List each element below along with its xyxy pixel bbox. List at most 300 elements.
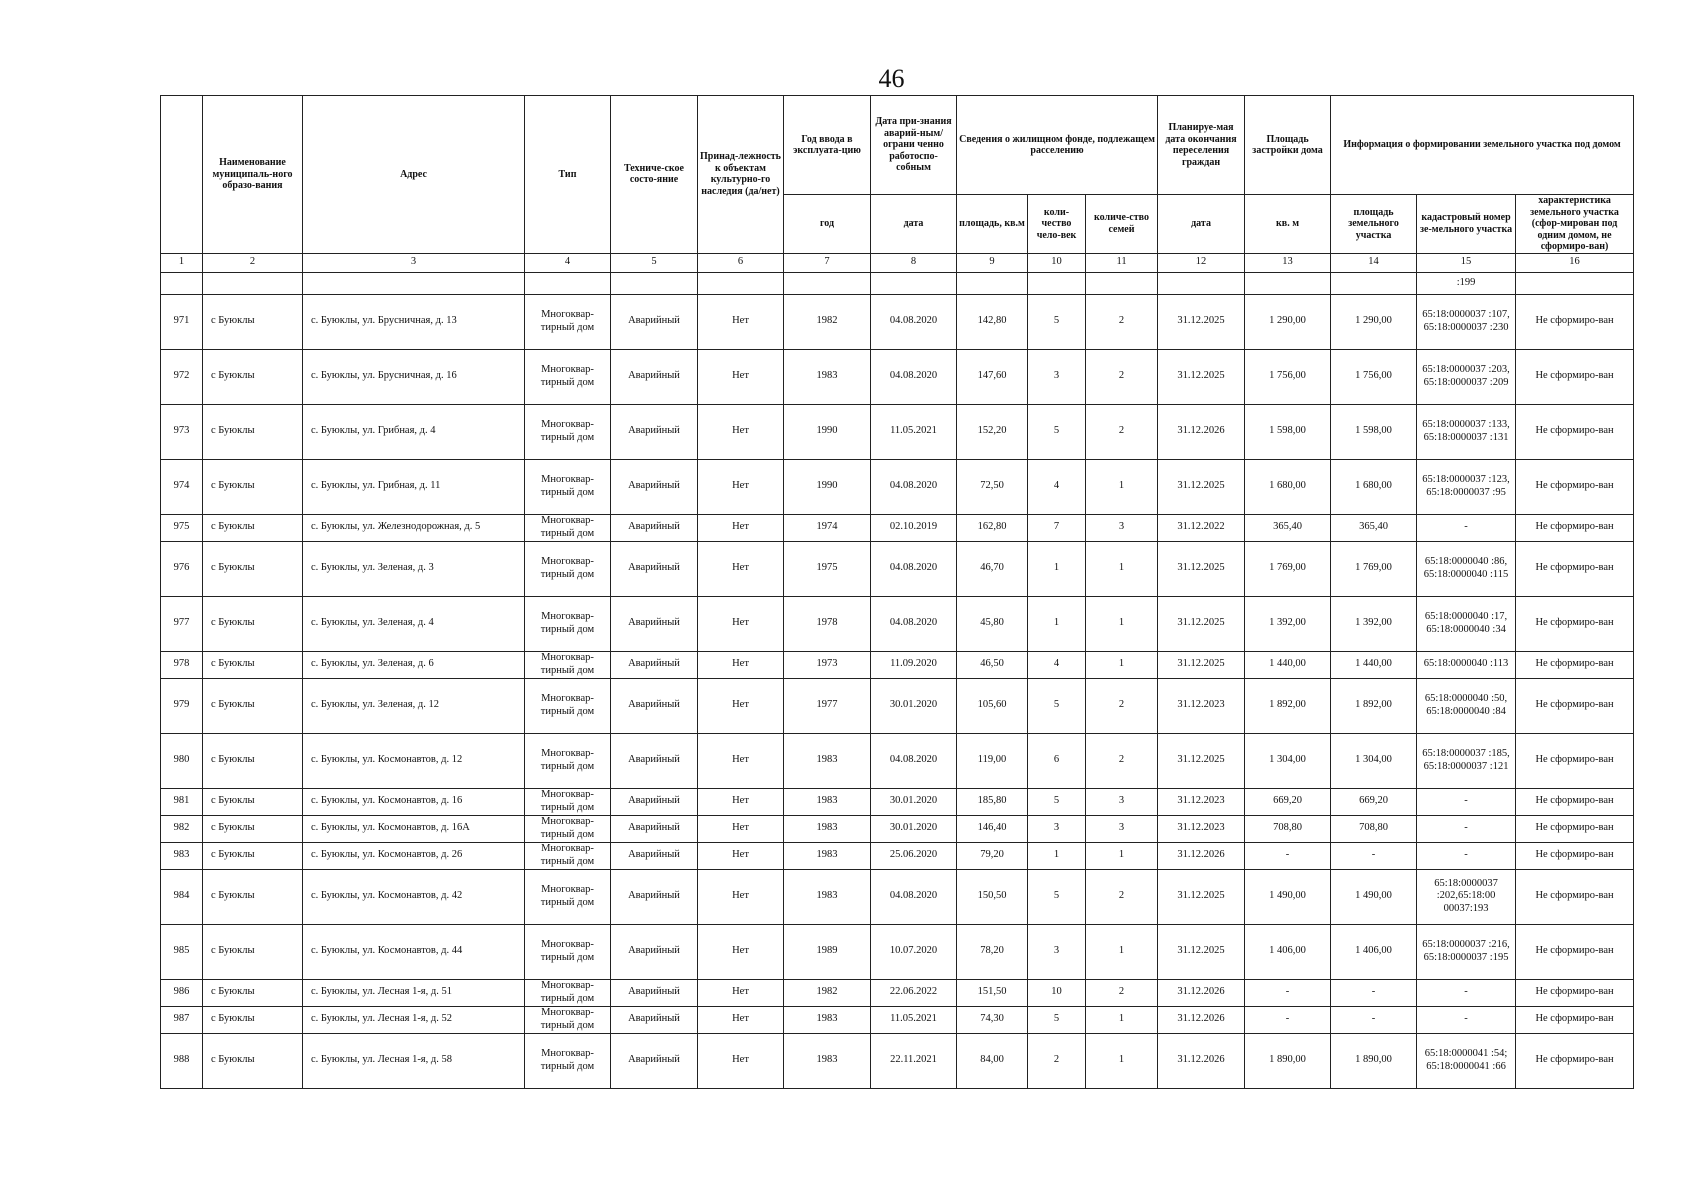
tech-state: Аварийный bbox=[611, 651, 698, 678]
heritage-flag: Нет bbox=[698, 651, 784, 678]
land-characteristic: Не сформиро-ван bbox=[1516, 514, 1634, 541]
header-sub-families: количе-ство семей bbox=[1086, 195, 1158, 254]
municipality: с Буюклы bbox=[203, 541, 303, 596]
heritage-flag: Нет bbox=[698, 788, 784, 815]
column-number: 16 bbox=[1516, 253, 1634, 272]
tech-state: Аварийный bbox=[611, 1033, 698, 1088]
address: с. Буюклы, ул. Космонавтов, д. 16А bbox=[303, 815, 525, 842]
cadastral-number: 65:18:0000037 :202,65:18:00 00037:193 bbox=[1417, 869, 1516, 924]
land-area: 708,80 bbox=[1331, 815, 1417, 842]
row-number: 975 bbox=[161, 514, 203, 541]
cadastral-number: 65:18:0000037 :133, 65:18:0000037 :131 bbox=[1417, 404, 1516, 459]
planned-date: 31.12.2023 bbox=[1158, 678, 1245, 733]
planned-date: 31.12.2026 bbox=[1158, 842, 1245, 869]
municipality: с Буюклы bbox=[203, 788, 303, 815]
family-count: 1 bbox=[1086, 459, 1158, 514]
header-address: Адрес bbox=[303, 96, 525, 254]
cadastral-number: - bbox=[1417, 514, 1516, 541]
emergency-date: 25.06.2020 bbox=[871, 842, 957, 869]
land-characteristic: Не сформиро-ван bbox=[1516, 815, 1634, 842]
table-row bbox=[161, 514, 1634, 541]
building-area: 1 756,00 bbox=[1245, 349, 1331, 404]
emergency-date: 30.01.2020 bbox=[871, 678, 957, 733]
cadastral-number: 65:18:0000040 :86, 65:18:0000040 :115 bbox=[1417, 541, 1516, 596]
land-area: 1 680,00 bbox=[1331, 459, 1417, 514]
heritage-flag: Нет bbox=[698, 349, 784, 404]
housing-area: 45,80 bbox=[957, 596, 1028, 651]
housing-area: 151,50 bbox=[957, 979, 1028, 1006]
row-number: 979 bbox=[161, 678, 203, 733]
family-count: 2 bbox=[1086, 869, 1158, 924]
land-characteristic: Не сформиро-ван bbox=[1516, 541, 1634, 596]
municipality: с Буюклы bbox=[203, 979, 303, 1006]
building-type: Многоквар-тирный дом bbox=[525, 1033, 611, 1088]
tech-state: Аварийный bbox=[611, 459, 698, 514]
building-type: Многоквар-тирный дом bbox=[525, 842, 611, 869]
address: с. Буюклы, ул. Космонавтов, д. 12 bbox=[303, 733, 525, 788]
housing-area: 72,50 bbox=[957, 459, 1028, 514]
land-area: 1 304,00 bbox=[1331, 733, 1417, 788]
municipality: с Буюклы bbox=[203, 459, 303, 514]
continuation-row bbox=[161, 272, 1634, 294]
housing-area: 185,80 bbox=[957, 788, 1028, 815]
header-sub-plan-date: дата bbox=[1158, 195, 1245, 254]
emergency-date: 04.08.2020 bbox=[871, 459, 957, 514]
heritage-flag: Нет bbox=[698, 294, 784, 349]
building-type: Многоквар-тирный дом bbox=[525, 815, 611, 842]
column-number: 7 bbox=[784, 253, 871, 272]
building-area: 1 769,00 bbox=[1245, 541, 1331, 596]
page-number: 46 bbox=[878, 64, 905, 93]
municipality: с Буюклы bbox=[203, 514, 303, 541]
header-sub-area: площадь, кв.м bbox=[957, 195, 1028, 254]
emergency-date: 02.10.2019 bbox=[871, 514, 957, 541]
emergency-date: 04.08.2020 bbox=[871, 733, 957, 788]
header-planned-date: Планируе-мая дата окончания переселения граждан bbox=[1158, 96, 1245, 195]
land-characteristic: Не сформиро-ван bbox=[1516, 294, 1634, 349]
land-characteristic: Не сформиро-ван bbox=[1516, 869, 1634, 924]
commission-year: 1983 bbox=[784, 349, 871, 404]
housing-area: 79,20 bbox=[957, 842, 1028, 869]
land-characteristic: Не сформиро-ван bbox=[1516, 596, 1634, 651]
building-type: Многоквар-тирный дом bbox=[525, 514, 611, 541]
building-type: Многоквар-тирный дом bbox=[525, 294, 611, 349]
planned-date: 31.12.2023 bbox=[1158, 788, 1245, 815]
planned-date: 31.12.2026 bbox=[1158, 404, 1245, 459]
header-sub-date: дата bbox=[871, 195, 957, 254]
address: с. Буюклы, ул. Брусничная, д. 13 bbox=[303, 294, 525, 349]
cadastral-number: 65:18:0000040 :17, 65:18:0000040 :34 bbox=[1417, 596, 1516, 651]
municipality: с Буюклы bbox=[203, 842, 303, 869]
column-number: 5 bbox=[611, 253, 698, 272]
housing-area: 146,40 bbox=[957, 815, 1028, 842]
family-count: 2 bbox=[1086, 678, 1158, 733]
commission-year: 1990 bbox=[784, 404, 871, 459]
family-count: 1 bbox=[1086, 541, 1158, 596]
column-number: 4 bbox=[525, 253, 611, 272]
table-row bbox=[161, 541, 1634, 596]
people-count: 4 bbox=[1028, 459, 1086, 514]
table-row bbox=[161, 1006, 1634, 1033]
emergency-date: 11.09.2020 bbox=[871, 651, 957, 678]
land-area: 1 490,00 bbox=[1331, 869, 1417, 924]
land-area: - bbox=[1331, 979, 1417, 1006]
column-number: 12 bbox=[1158, 253, 1245, 272]
heritage-flag: Нет bbox=[698, 514, 784, 541]
tech-state: Аварийный bbox=[611, 514, 698, 541]
planned-date: 31.12.2025 bbox=[1158, 869, 1245, 924]
address: с. Буюклы, ул. Зеленая, д. 3 bbox=[303, 541, 525, 596]
emergency-date: 30.01.2020 bbox=[871, 788, 957, 815]
building-area: 1 890,00 bbox=[1245, 1033, 1331, 1088]
planned-date: 31.12.2025 bbox=[1158, 651, 1245, 678]
planned-date: 31.12.2026 bbox=[1158, 1033, 1245, 1088]
header-building-area: Площадь застройки дома bbox=[1245, 96, 1331, 195]
tech-state: Аварийный bbox=[611, 1006, 698, 1033]
row-number: 987 bbox=[161, 1006, 203, 1033]
building-area: 1 392,00 bbox=[1245, 596, 1331, 651]
housing-area: 152,20 bbox=[957, 404, 1028, 459]
header-col1 bbox=[161, 96, 203, 254]
housing-area: 84,00 bbox=[957, 1033, 1028, 1088]
family-count: 1 bbox=[1086, 924, 1158, 979]
emergency-date: 04.08.2020 bbox=[871, 596, 957, 651]
planned-date: 31.12.2023 bbox=[1158, 815, 1245, 842]
building-area: 1 490,00 bbox=[1245, 869, 1331, 924]
building-area: 1 680,00 bbox=[1245, 459, 1331, 514]
address: с. Буюклы, ул. Космонавтов, д. 42 bbox=[303, 869, 525, 924]
building-area: - bbox=[1245, 979, 1331, 1006]
people-count: 3 bbox=[1028, 815, 1086, 842]
municipality: с Буюклы bbox=[203, 924, 303, 979]
housing-area: 46,50 bbox=[957, 651, 1028, 678]
housing-register-table bbox=[160, 95, 1634, 1089]
header-type: Тип bbox=[525, 96, 611, 254]
municipality: с Буюклы bbox=[203, 294, 303, 349]
land-area: 1 406,00 bbox=[1331, 924, 1417, 979]
land-characteristic: Не сформиро-ван bbox=[1516, 459, 1634, 514]
table-row bbox=[161, 842, 1634, 869]
column-number-row bbox=[161, 253, 1634, 272]
land-area: 1 890,00 bbox=[1331, 1033, 1417, 1088]
emergency-date: 04.08.2020 bbox=[871, 349, 957, 404]
cadastral-number: - bbox=[1417, 1006, 1516, 1033]
heritage-flag: Нет bbox=[698, 1006, 784, 1033]
land-area: - bbox=[1331, 842, 1417, 869]
column-number: 8 bbox=[871, 253, 957, 272]
commission-year: 1990 bbox=[784, 459, 871, 514]
housing-area: 105,60 bbox=[957, 678, 1028, 733]
people-count: 5 bbox=[1028, 869, 1086, 924]
header-cadastral: кадастровый номер зе-мельного участка bbox=[1417, 195, 1516, 254]
column-number: 3 bbox=[303, 253, 525, 272]
row-number: 981 bbox=[161, 788, 203, 815]
planned-date: 31.12.2026 bbox=[1158, 979, 1245, 1006]
family-count: 1 bbox=[1086, 596, 1158, 651]
commission-year: 1978 bbox=[784, 596, 871, 651]
building-type: Многоквар-тирный дом bbox=[525, 541, 611, 596]
cadastral-number: 65:18:0000037 :185, 65:18:0000037 :121 bbox=[1417, 733, 1516, 788]
land-characteristic: Не сформиро-ван bbox=[1516, 404, 1634, 459]
tech-state: Аварийный bbox=[611, 404, 698, 459]
emergency-date: 11.05.2021 bbox=[871, 1006, 957, 1033]
tech-state: Аварийный bbox=[611, 869, 698, 924]
municipality: с Буюклы bbox=[203, 1006, 303, 1033]
cadastral-number: 65:18:0000037 :123, 65:18:0000037 :95 bbox=[1417, 459, 1516, 514]
continuation-cadastral: :199 bbox=[1417, 272, 1516, 294]
building-type: Многоквар-тирный дом bbox=[525, 924, 611, 979]
emergency-date: 10.07.2020 bbox=[871, 924, 957, 979]
tech-state: Аварийный bbox=[611, 596, 698, 651]
land-characteristic: Не сформиро-ван bbox=[1516, 788, 1634, 815]
heritage-flag: Нет bbox=[698, 842, 784, 869]
header-land-group: Информация о формировании земельного участка под домом bbox=[1331, 96, 1634, 195]
table-row bbox=[161, 1033, 1634, 1088]
land-characteristic: Не сформиро-ван bbox=[1516, 733, 1634, 788]
cadastral-number: 65:18:0000037 :216, 65:18:0000037 :195 bbox=[1417, 924, 1516, 979]
building-type: Многоквар-тирный дом bbox=[525, 788, 611, 815]
building-type: Многоквар-тирный дом bbox=[525, 733, 611, 788]
tech-state: Аварийный bbox=[611, 294, 698, 349]
heritage-flag: Нет bbox=[698, 815, 784, 842]
building-area: - bbox=[1245, 1006, 1331, 1033]
column-number: 6 bbox=[698, 253, 784, 272]
housing-area: 46,70 bbox=[957, 541, 1028, 596]
planned-date: 31.12.2025 bbox=[1158, 596, 1245, 651]
land-characteristic: Не сформиро-ван bbox=[1516, 678, 1634, 733]
address: с. Буюклы, ул. Лесная 1-я, д. 51 bbox=[303, 979, 525, 1006]
people-count: 5 bbox=[1028, 1006, 1086, 1033]
municipality: с Буюклы bbox=[203, 404, 303, 459]
building-type: Многоквар-тирный дом bbox=[525, 459, 611, 514]
municipality: с Буюклы bbox=[203, 815, 303, 842]
planned-date: 31.12.2025 bbox=[1158, 294, 1245, 349]
header-municipality: Наименование муниципаль-ного образо-вания bbox=[203, 96, 303, 254]
building-area: 365,40 bbox=[1245, 514, 1331, 541]
header-housing-group: Сведения о жилищном фонде, подлежащем расселению bbox=[957, 96, 1158, 195]
heritage-flag: Нет bbox=[698, 733, 784, 788]
heritage-flag: Нет bbox=[698, 678, 784, 733]
land-area: - bbox=[1331, 1006, 1417, 1033]
tech-state: Аварийный bbox=[611, 842, 698, 869]
land-characteristic: Не сформиро-ван bbox=[1516, 1033, 1634, 1088]
land-area: 1 892,00 bbox=[1331, 678, 1417, 733]
row-number: 985 bbox=[161, 924, 203, 979]
family-count: 2 bbox=[1086, 733, 1158, 788]
header-tech-state: Техниче-ское состо-яние bbox=[611, 96, 698, 254]
table-row bbox=[161, 349, 1634, 404]
tech-state: Аварийный bbox=[611, 815, 698, 842]
emergency-date: 11.05.2021 bbox=[871, 404, 957, 459]
commission-year: 1989 bbox=[784, 924, 871, 979]
land-area: 1 769,00 bbox=[1331, 541, 1417, 596]
family-count: 2 bbox=[1086, 404, 1158, 459]
table-row bbox=[161, 869, 1634, 924]
commission-year: 1983 bbox=[784, 869, 871, 924]
people-count: 3 bbox=[1028, 349, 1086, 404]
building-area: 1 892,00 bbox=[1245, 678, 1331, 733]
family-count: 1 bbox=[1086, 842, 1158, 869]
commission-year: 1983 bbox=[784, 1033, 871, 1088]
table-row bbox=[161, 979, 1634, 1006]
land-area: 365,40 bbox=[1331, 514, 1417, 541]
header-emergency-date: Дата при-знания аварий-ным/ограни ченно работоспо-собным bbox=[871, 96, 957, 195]
building-area: 1 440,00 bbox=[1245, 651, 1331, 678]
row-number: 986 bbox=[161, 979, 203, 1006]
municipality: с Буюклы bbox=[203, 678, 303, 733]
header-year-commission: Год ввода в эксплуата-цию bbox=[784, 96, 871, 195]
land-characteristic: Не сформиро-ван bbox=[1516, 651, 1634, 678]
housing-area: 74,30 bbox=[957, 1006, 1028, 1033]
address: с. Буюклы, ул. Зеленая, д. 4 bbox=[303, 596, 525, 651]
land-characteristic: Не сформиро-ван bbox=[1516, 1006, 1634, 1033]
people-count: 1 bbox=[1028, 596, 1086, 651]
header-sub-year: год bbox=[784, 195, 871, 254]
tech-state: Аварийный bbox=[611, 788, 698, 815]
land-area: 1 756,00 bbox=[1331, 349, 1417, 404]
municipality: с Буюклы bbox=[203, 733, 303, 788]
row-number: 988 bbox=[161, 1033, 203, 1088]
land-characteristic: Не сформиро-ван bbox=[1516, 349, 1634, 404]
people-count: 6 bbox=[1028, 733, 1086, 788]
family-count: 1 bbox=[1086, 651, 1158, 678]
row-number: 973 bbox=[161, 404, 203, 459]
building-type: Многоквар-тирный дом bbox=[525, 979, 611, 1006]
housing-area: 150,50 bbox=[957, 869, 1028, 924]
tech-state: Аварийный bbox=[611, 733, 698, 788]
commission-year: 1983 bbox=[784, 842, 871, 869]
address: с. Буюклы, ул. Лесная 1-я, д. 58 bbox=[303, 1033, 525, 1088]
building-type: Многоквар-тирный дом bbox=[525, 869, 611, 924]
people-count: 5 bbox=[1028, 404, 1086, 459]
family-count: 1 bbox=[1086, 1033, 1158, 1088]
column-number: 15 bbox=[1417, 253, 1516, 272]
header-sub-people: коли-чество чело-век bbox=[1028, 195, 1086, 254]
housing-area: 147,60 bbox=[957, 349, 1028, 404]
tech-state: Аварийный bbox=[611, 678, 698, 733]
table-row bbox=[161, 404, 1634, 459]
cadastral-number: 65:18:0000041 :54; 65:18:0000041 :66 bbox=[1417, 1033, 1516, 1088]
housing-area: 142,80 bbox=[957, 294, 1028, 349]
tech-state: Аварийный bbox=[611, 541, 698, 596]
commission-year: 1982 bbox=[784, 294, 871, 349]
row-number: 976 bbox=[161, 541, 203, 596]
commission-year: 1983 bbox=[784, 788, 871, 815]
address: с. Буюклы, ул. Зеленая, д. 12 bbox=[303, 678, 525, 733]
planned-date: 31.12.2025 bbox=[1158, 733, 1245, 788]
family-count: 2 bbox=[1086, 979, 1158, 1006]
building-area: 669,20 bbox=[1245, 788, 1331, 815]
column-number: 14 bbox=[1331, 253, 1417, 272]
building-area: 1 304,00 bbox=[1245, 733, 1331, 788]
building-type: Многоквар-тирный дом bbox=[525, 651, 611, 678]
emergency-date: 22.11.2021 bbox=[871, 1033, 957, 1088]
address: с. Буюклы, ул. Брусничная, д. 16 bbox=[303, 349, 525, 404]
column-number: 10 bbox=[1028, 253, 1086, 272]
table-row bbox=[161, 651, 1634, 678]
commission-year: 1977 bbox=[784, 678, 871, 733]
people-count: 2 bbox=[1028, 1033, 1086, 1088]
address: с. Буюклы, ул. Космонавтов, д. 16 bbox=[303, 788, 525, 815]
header-heritage: Принад-лежность к объектам культурно-го наследия (да/нет) bbox=[698, 96, 784, 254]
family-count: 1 bbox=[1086, 1006, 1158, 1033]
emergency-date: 22.06.2022 bbox=[871, 979, 957, 1006]
housing-area: 162,80 bbox=[957, 514, 1028, 541]
land-area: 1 392,00 bbox=[1331, 596, 1417, 651]
commission-year: 1973 bbox=[784, 651, 871, 678]
cadastral-number: - bbox=[1417, 979, 1516, 1006]
heritage-flag: Нет bbox=[698, 459, 784, 514]
housing-area: 78,20 bbox=[957, 924, 1028, 979]
building-area: 1 406,00 bbox=[1245, 924, 1331, 979]
row-number: 974 bbox=[161, 459, 203, 514]
heritage-flag: Нет bbox=[698, 979, 784, 1006]
column-number: 1 bbox=[161, 253, 203, 272]
family-count: 2 bbox=[1086, 349, 1158, 404]
heritage-flag: Нет bbox=[698, 924, 784, 979]
people-count: 3 bbox=[1028, 924, 1086, 979]
address: с. Буюклы, ул. Грибная, д. 11 bbox=[303, 459, 525, 514]
commission-year: 1983 bbox=[784, 815, 871, 842]
heritage-flag: Нет bbox=[698, 541, 784, 596]
table-body bbox=[161, 253, 1634, 1088]
row-number: 978 bbox=[161, 651, 203, 678]
commission-year: 1983 bbox=[784, 1006, 871, 1033]
land-area: 1 598,00 bbox=[1331, 404, 1417, 459]
commission-year: 1975 bbox=[784, 541, 871, 596]
address: с. Буюклы, ул. Космонавтов, д. 44 bbox=[303, 924, 525, 979]
municipality: с Буюклы bbox=[203, 651, 303, 678]
building-area: 1 598,00 bbox=[1245, 404, 1331, 459]
table-row bbox=[161, 596, 1634, 651]
header-land-characteristic: характеристика земельного участка (сфор-мирован под одним домом, не сформиро-ван) bbox=[1516, 195, 1634, 254]
people-count: 7 bbox=[1028, 514, 1086, 541]
header-land-area: площадь земельного участка bbox=[1331, 195, 1417, 254]
address: с. Буюклы, ул. Зеленая, д. 6 bbox=[303, 651, 525, 678]
people-count: 5 bbox=[1028, 294, 1086, 349]
building-type: Многоквар-тирный дом bbox=[525, 678, 611, 733]
row-number: 972 bbox=[161, 349, 203, 404]
address: с. Буюклы, ул. Железнодорожная, д. 5 bbox=[303, 514, 525, 541]
people-count: 5 bbox=[1028, 678, 1086, 733]
planned-date: 31.12.2025 bbox=[1158, 349, 1245, 404]
row-number: 983 bbox=[161, 842, 203, 869]
people-count: 10 bbox=[1028, 979, 1086, 1006]
emergency-date: 30.01.2020 bbox=[871, 815, 957, 842]
header-sub-sqm: кв. м bbox=[1245, 195, 1331, 254]
planned-date: 31.12.2025 bbox=[1158, 924, 1245, 979]
heritage-flag: Нет bbox=[698, 869, 784, 924]
building-type: Многоквар-тирный дом bbox=[525, 1006, 611, 1033]
cadastral-number: 65:18:0000040 :113 bbox=[1417, 651, 1516, 678]
people-count: 4 bbox=[1028, 651, 1086, 678]
people-count: 5 bbox=[1028, 788, 1086, 815]
row-number: 980 bbox=[161, 733, 203, 788]
land-area: 669,20 bbox=[1331, 788, 1417, 815]
municipality: с Буюклы bbox=[203, 869, 303, 924]
land-characteristic: Не сформиро-ван bbox=[1516, 979, 1634, 1006]
row-number: 971 bbox=[161, 294, 203, 349]
emergency-date: 04.08.2020 bbox=[871, 869, 957, 924]
people-count: 1 bbox=[1028, 541, 1086, 596]
building-type: Многоквар-тирный дом bbox=[525, 349, 611, 404]
cadastral-number: - bbox=[1417, 842, 1516, 869]
cadastral-number: 65:18:0000040 :50, 65:18:0000040 :84 bbox=[1417, 678, 1516, 733]
land-area: 1 440,00 bbox=[1331, 651, 1417, 678]
housing-area: 119,00 bbox=[957, 733, 1028, 788]
land-characteristic: Не сформиро-ван bbox=[1516, 924, 1634, 979]
address: с. Буюклы, ул. Лесная 1-я, д. 52 bbox=[303, 1006, 525, 1033]
